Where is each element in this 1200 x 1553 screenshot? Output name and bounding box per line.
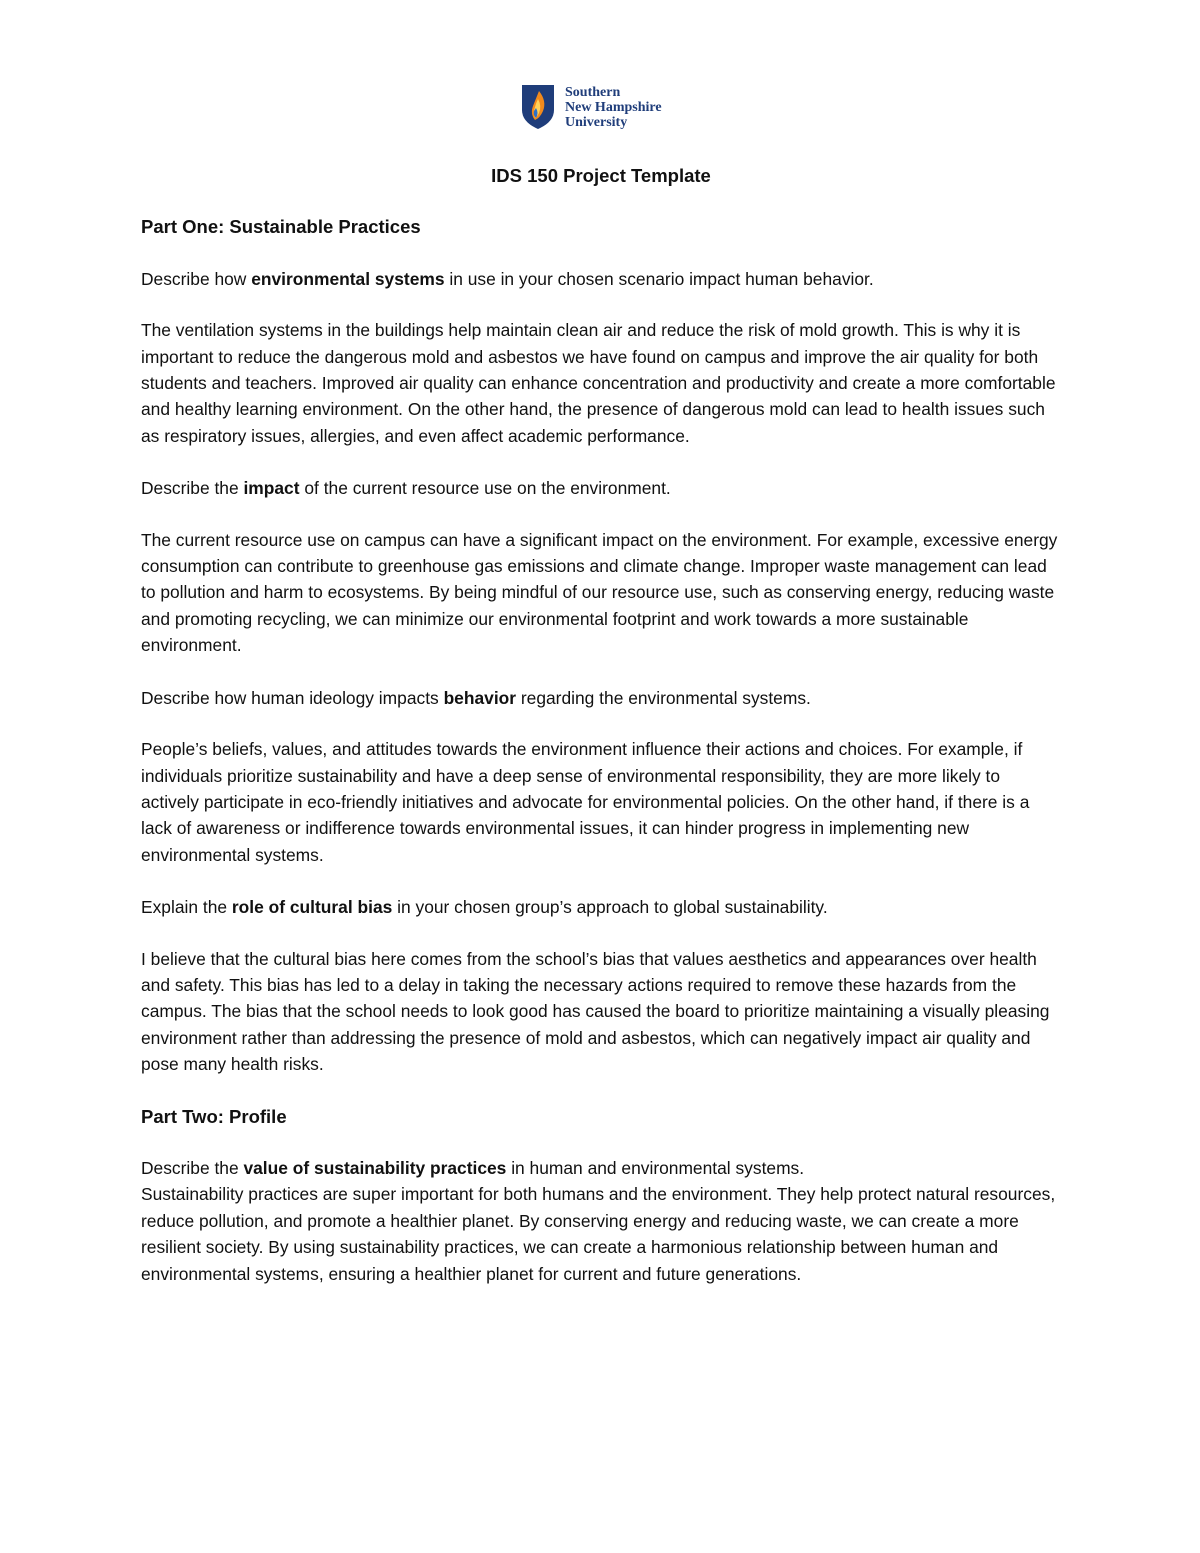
prompt-text: of the current resource use on the environment. bbox=[299, 478, 671, 499]
document-body bbox=[141, 163, 1061, 1287]
prompt-text: in your chosen group’s approach to global sustainability. bbox=[392, 897, 828, 918]
prompt-keyword: role of cultural bias bbox=[231, 897, 393, 918]
logo-line-1: Southern bbox=[565, 85, 621, 100]
prompt-text: Describe how human ideology impacts bbox=[141, 687, 444, 708]
prompt-text: Explain the bbox=[141, 897, 232, 918]
university-logo bbox=[521, 84, 662, 130]
part-two-heading: Part Two: Profile bbox=[141, 1105, 287, 1127]
prompt-behavior bbox=[141, 685, 1061, 711]
flame-shield-icon bbox=[521, 84, 555, 130]
answer-behavior: People’s beliefs, values, and attitudes towards the environment influence their actions and choices. For example, if individuals prioritize sustainability and have a deep sense of environmental responsibility, they are more likely to actively participate in eco-friendly initiatives and advocate for environmental policies. On the other hand, if there is a lack of awareness or indifference towards environmental issues, it can hinder progress in implementing new environmental systems. bbox=[141, 739, 1030, 865]
prompt-keyword: behavior bbox=[443, 687, 517, 708]
prompt-keyword: environmental systems bbox=[251, 268, 445, 289]
answer-environmental-systems: The ventilation systems in the buildings help maintain clean air and reduce the risk of mold growth. This is why it is important to reduce the dangerous mold and asbestos we have found on campus and improve the air quality for both students and teachers. Improved air quality can enhance concentration and productivity and create a more comfortable and healthy learning environment. On the other hand, the presence of dangerous mold can lead to health issues such as respiratory issues, allergies, and even affect academic performance. bbox=[141, 320, 1056, 446]
prompt-text: in use in your chosen scenario impact human behavior. bbox=[444, 268, 874, 289]
university-name bbox=[565, 85, 662, 130]
prompt-environmental-systems bbox=[141, 266, 1061, 292]
prompt-text: Describe how bbox=[141, 268, 252, 289]
logo-line-2: New Hampshire bbox=[565, 100, 662, 115]
prompt-keyword: impact bbox=[243, 478, 300, 499]
document-title: IDS 150 Project Template bbox=[491, 165, 711, 186]
prompt-impact bbox=[141, 475, 1061, 501]
prompt-cultural-bias bbox=[141, 894, 1061, 920]
prompt-text: Describe the bbox=[141, 478, 244, 499]
answer-impact: The current resource use on campus can have a significant impact on the environment. For example, excessive energy consumption can contribute to greenhouse gas emissions and climate change. Improper waste management can lead to pollution and harm to ecosystems. By being mindful of our resource use, such as conserving energy, reducing waste and promoting recycling, we can minimize our environmental footprint and work towards a more sustainable environment. bbox=[141, 529, 1058, 656]
prompt-sustainability-value bbox=[141, 1155, 1061, 1181]
logo-line-3: University bbox=[565, 115, 628, 130]
prompt-text: Describe the bbox=[141, 1157, 244, 1178]
prompt-text: in human and environmental systems. bbox=[506, 1157, 805, 1178]
answer-cultural-bias: I believe that the cultural bias here comes from the school’s bias that values aesthetics and appearances over health and safety. This bias has led to a delay in taking the necessary actions required to remove these hazards from the campus. The bias that the school needs to look good has caused the board to prioritize maintaining a visually pleasing environment rather than addressing the presence of mold and asbestos, which can negatively impact air quality and pose many health risks. bbox=[141, 948, 1050, 1075]
answer-sustainability-value: Sustainability practices are super important for both humans and the environment. They help protect natural resources, reduce pollution, and promote a healthier planet. By conserving energy and reducing waste, we can create a more resilient society. By using sustainability practices, we can create a harmonious relationship between human and environmental systems, ensuring a healthier planet for current and future generations. bbox=[141, 1184, 1056, 1284]
part-one-heading: Part One: Sustainable Practices bbox=[141, 216, 421, 238]
prompt-text: regarding the environmental systems. bbox=[516, 687, 811, 708]
prompt-keyword: value of sustainability practices bbox=[243, 1157, 507, 1178]
